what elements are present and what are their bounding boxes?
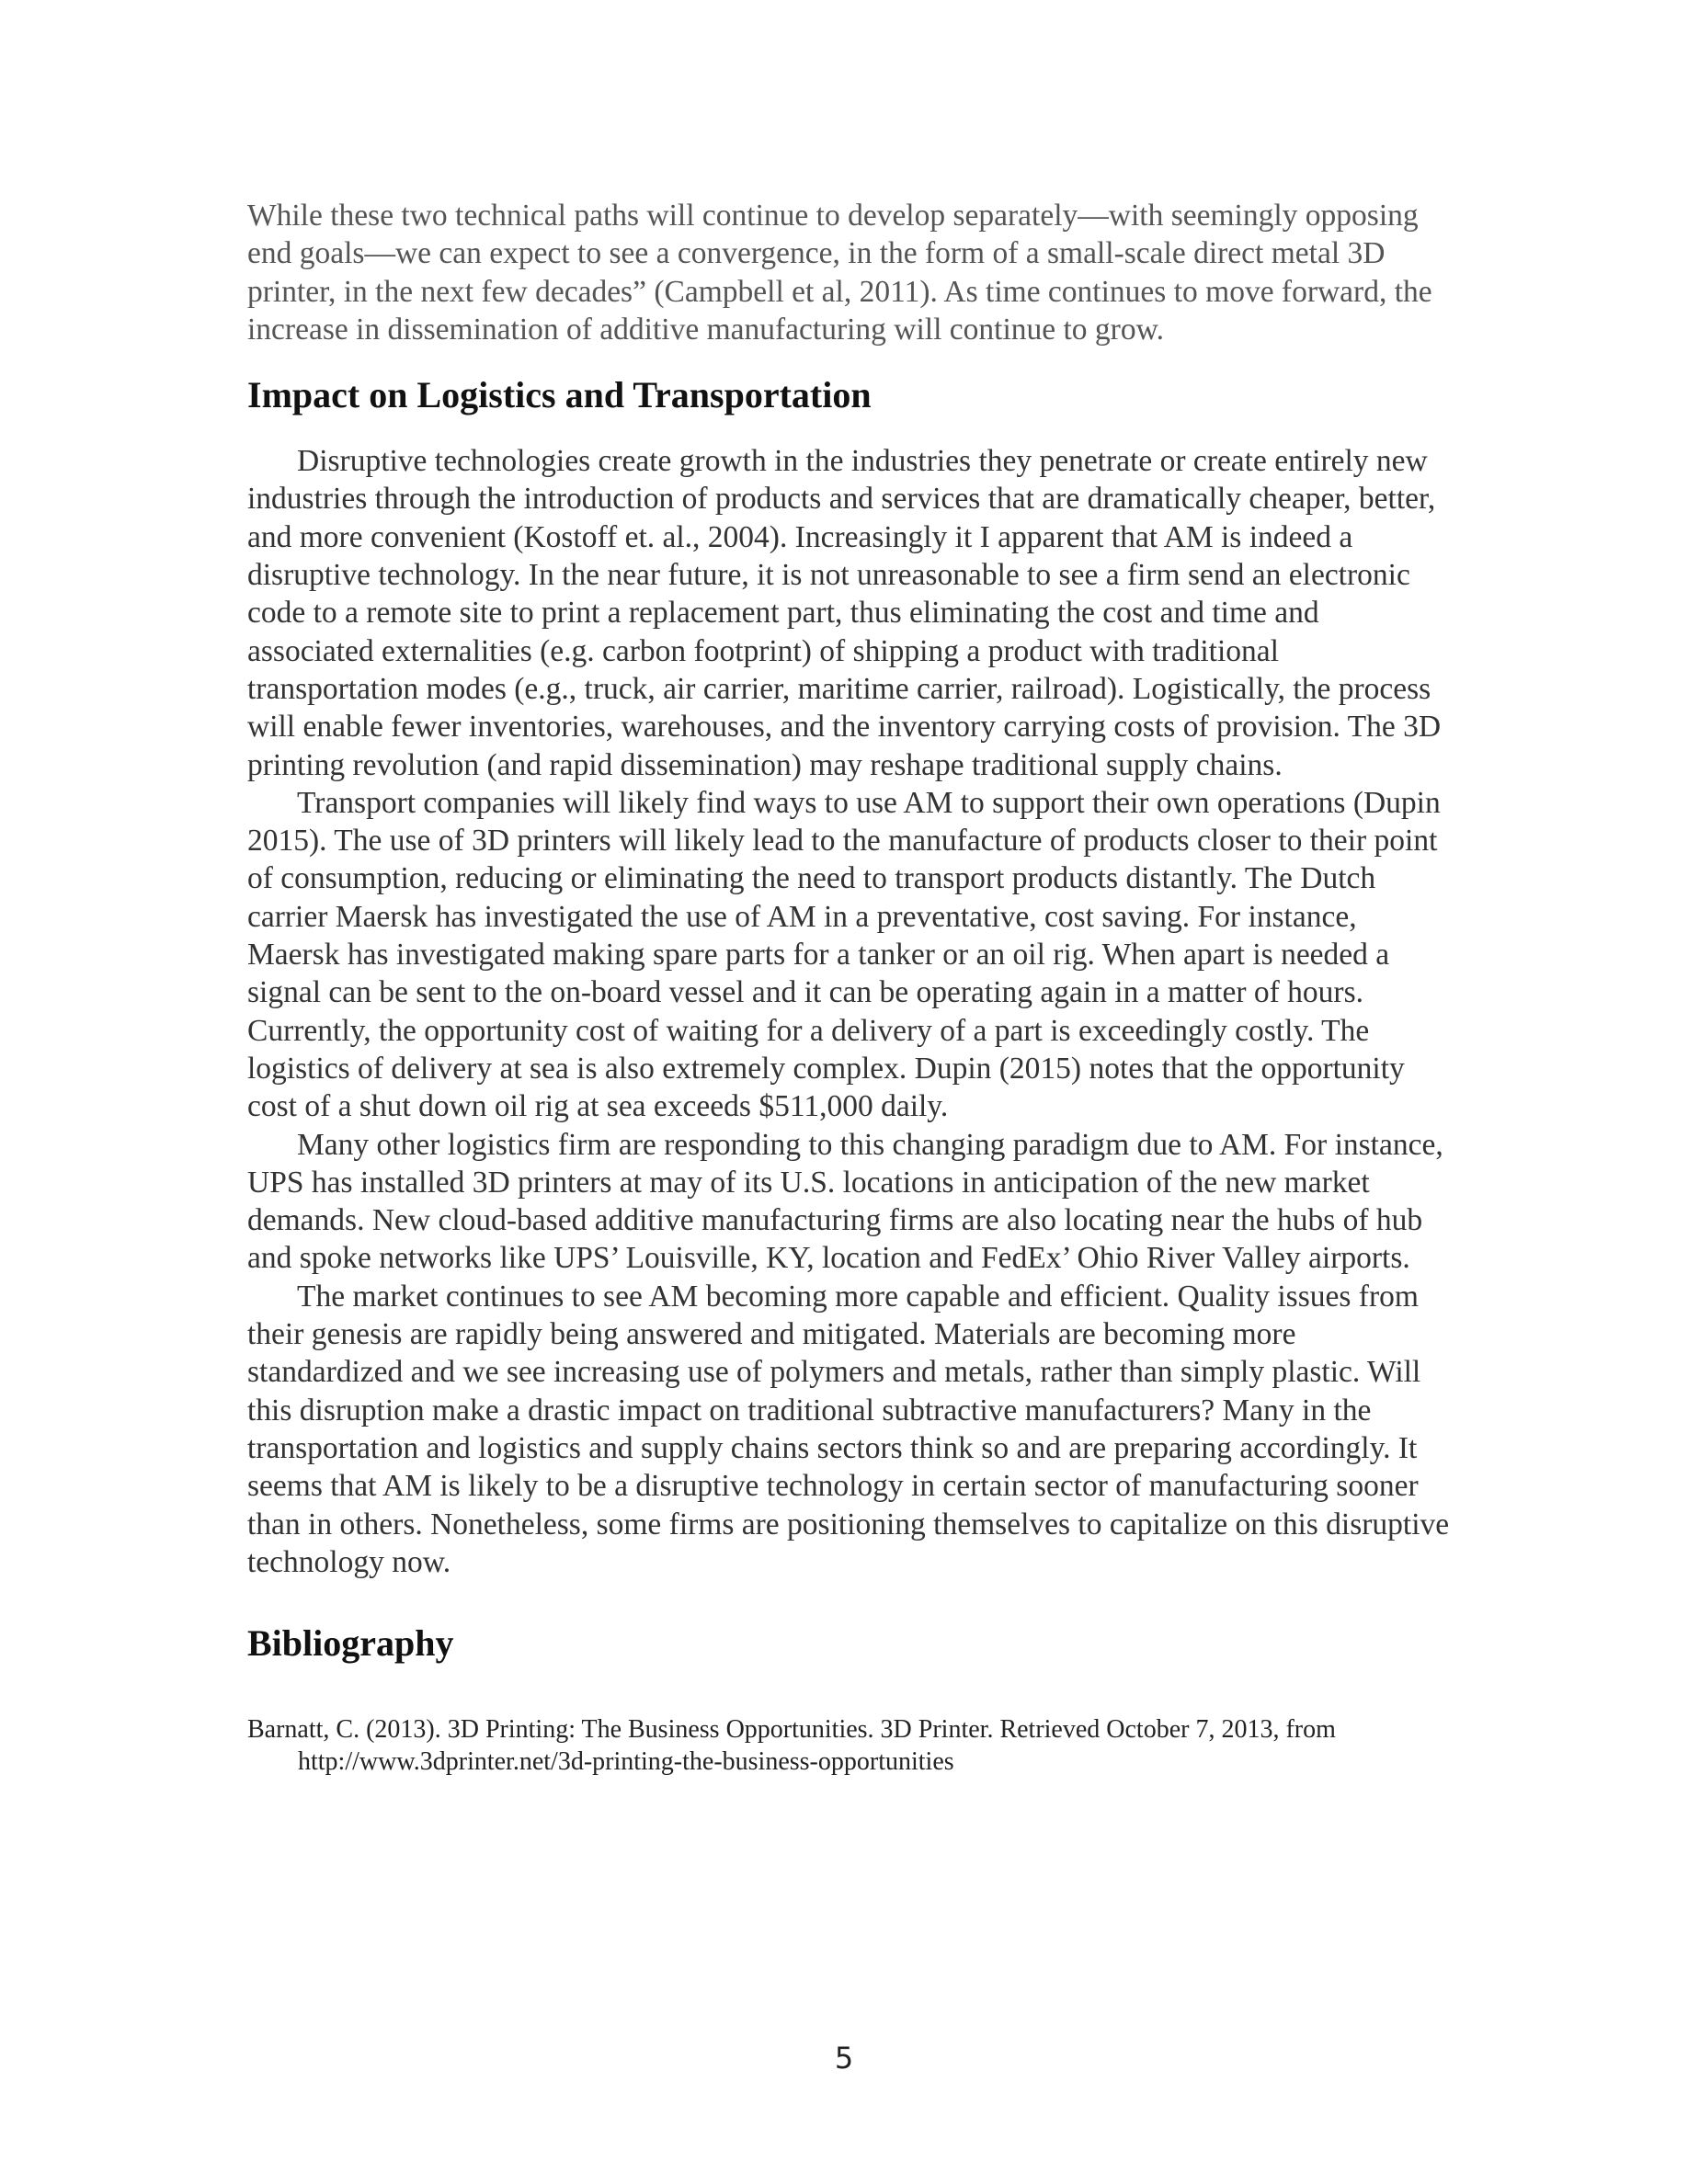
impact-paragraph-market: The market continues to see AM becoming more capable and efficient. Quality issues from their genesis are rapidly being answered and mitigated. Materials are becoming more standardized and we see increasing use of polymers and metals, rather than simply plastic. Will this disruption make a drastic impact on traditional subtractive manufacturers? Many in the transportation and logistics and supply chains sectors think so and are preparing accordingly. It seems that AM is likely to be a disruptive technology in certain sector of manufacturing sooner than in others. Nonetheless, some firms are positioning themselves to capitalize on this disruptive technology now. xyxy=(247,1279,1450,1579)
continued-paragraph: While these two technical paths will continue to develop separately—with seemingly opposing end goals—we can expect to see a convergence, in the form of a small-scale direct metal 3D printer, in the next few decades” (Campbell et al, 2011). As time continues to move forward, the increase in dissemination of additive manufacturing will continue to grow. xyxy=(247,199,1432,347)
impact-paragraph-disruptive: Disruptive technologies create growth in the industries they penetrate or create entirely new industries through the introduction of products and services that are dramatically cheaper, better, and more convenient (Kostoff et. al., 2004). Increasingly it I apparent that AM is indeed a disruptive technology. In the near future, it is not unreasonable to see a firm send an electronic code to a remote site to print a replacement part, thus eliminating the cost and time and associated externalities (e.g. carbon footprint) of shipping a product with traditional transportation modes (e.g., truck, air carrier, maritime carrier, railroad). Logistically, the process will enable fewer inventories, warehouses, and the inventory carrying costs of provision. The 3D printing revolution (and rapid dissemination) may reshape traditional supply chains. xyxy=(247,444,1442,782)
document-page xyxy=(247,197,1452,1778)
section-heading-impact: Impact on Logistics and Transportation xyxy=(247,374,872,416)
impact-paragraph-transport: Transport companies will likely find ways to use AM to support their own operations (Dupin 2015). The use of 3D printers will likely lead to the manufacture of products closer to their point of consumption, reducing or eliminating the need to transport products distantly. The Dutch carrier Maersk has investigated the use of AM in a preventative, cost saving. For instance, Maersk has investigated making spare parts for a tanker or an oil rig. When apart is needed a signal can be sent to the on-board vessel and it can be operating again in a matter of hours. Currently, the opportunity cost of waiting for a delivery of a part is exceedingly costly. The logistics of delivery at sea is also extremely complex. Dupin (2015) notes that the opportunity cost of a shut down oil rig at sea exceeds $511,000 daily. xyxy=(247,785,1441,1124)
bibliography-entry: Barnatt, C. (2013). 3D Printing: The Business Opportunities. 3D Printer. Retrieved October 7, 2013, from http://www.3dprinter.net/3d-printing-the-business-opportunities xyxy=(247,1715,1336,1777)
page-number: 5 xyxy=(834,2041,854,2076)
impact-paragraph-logistics-firms: Many other logistics firm are responding to this changing paradigm due to AM. For instance, UPS has installed 3D printers at may of its U.S. locations in anticipation of the new market demands. New cloud-based additive manufacturing firms are also locating near the hubs of hub and spoke networks like UPS’ Louisville, KY, location and FedEx’ Ohio River Valley airports. xyxy=(247,1127,1443,1276)
bibliography-list xyxy=(247,1713,1452,1778)
section-heading-bibliography: Bibliography xyxy=(247,1622,454,1665)
impact-section-body xyxy=(247,442,1452,1581)
